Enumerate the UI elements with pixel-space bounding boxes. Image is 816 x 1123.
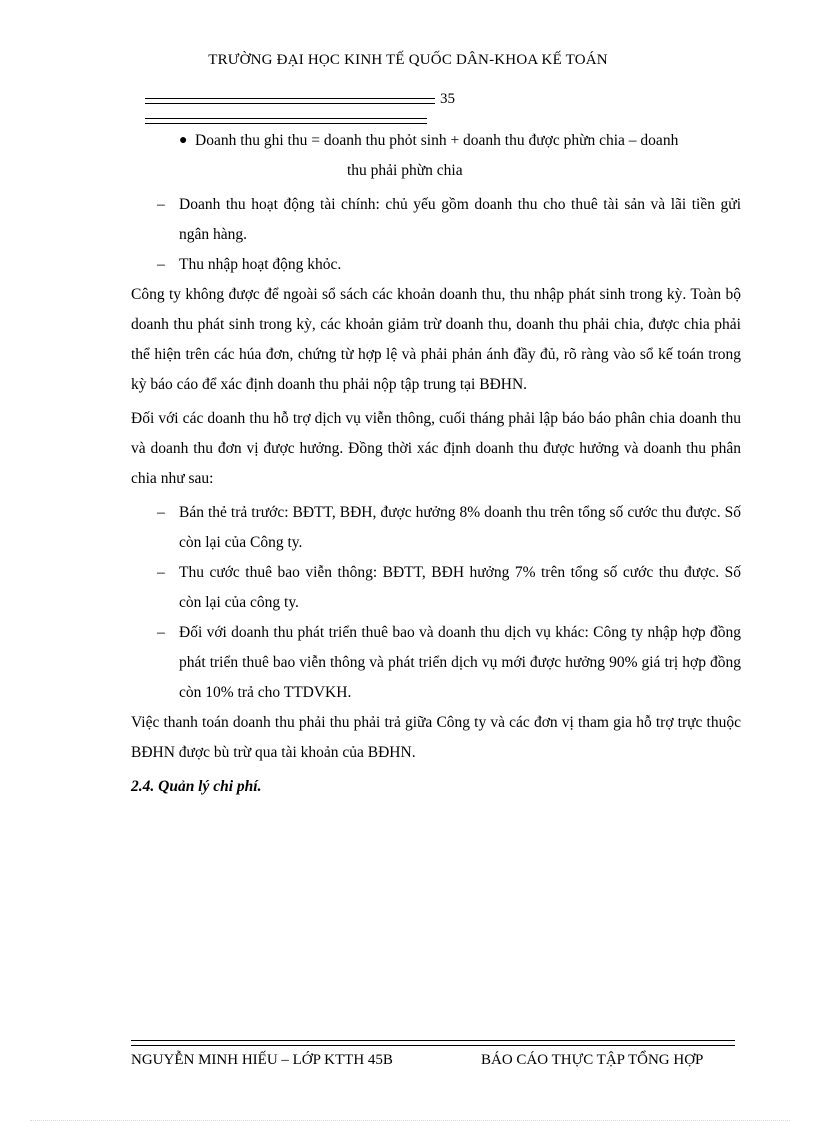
paragraph: Việc thanh toán doanh thu phải thu phải trả giữa Công ty và các đơn vị tham gia hỗ trợ trực thuộc BĐHN được bù trừ qua tài khoản của BĐHN. <box>131 714 741 761</box>
dash-icon: – <box>157 564 165 581</box>
list-item <box>131 618 741 708</box>
bullet-item <box>131 126 741 156</box>
page-edge-divider <box>30 1120 790 1121</box>
section-heading: 2.4. Quản lý chi phí. <box>131 778 262 795</box>
header-title: TRƯỜNG ĐẠI HỌC KINH TẾ QUỐC DÂN-KHOA KẾ TOÁN <box>208 52 608 68</box>
list-item-text: Bán thẻ trả trước: BĐTT, BĐH, được hưởng 8% doanh thu trên tổng số cước thu được. Số còn lại của Công ty. <box>179 504 741 551</box>
list-item <box>131 250 741 280</box>
list-item-text: Đối với doanh thu phát triển thuê bao và doanh thu dịch vụ khác: Công ty nhập hợp đồng phát triển thuê bao viễn thông và phát triển dịch vụ mới được hưởng 90% giá trị hợp đồng còn 10% trả cho TTDVKH. <box>179 624 741 701</box>
page-number: 35 <box>440 91 455 107</box>
document-body <box>131 126 741 802</box>
footer-report-title: BÁO CÁO THỰC TẬP TỔNG HỢP <box>481 1052 704 1068</box>
bullet-text-line2: thu phải phừn chia <box>347 162 463 179</box>
footer-rule <box>131 1040 735 1046</box>
list-item <box>131 558 741 618</box>
list-item-text: Thu nhập hoạt động khỏc. <box>179 256 342 273</box>
header-rule-bottom <box>145 118 427 124</box>
dash-icon: – <box>157 256 165 273</box>
paragraph: Công ty không được để ngoài sổ sách các khoản doanh thu, thu nhập phát sinh trong kỳ. Toàn bộ doanh thu phát sinh trong kỳ, các khoản giảm trừ doanh thu, doanh thu phải chia, được chia phải thể hiện trên các húa đơn, chứng từ hợp lệ và phải phản ánh đầy đủ, rõ ràng vào sổ kế toán trong kỳ báo cáo để xác định doanh thu phải nộp tập trung tại BĐHN. <box>131 286 741 393</box>
list-item <box>131 190 741 250</box>
dash-icon: – <box>157 624 165 641</box>
footer-author: NGUYỄN MINH HIẾU – LỚP KTTH 45B <box>131 1052 393 1068</box>
list-item-text: Doanh thu hoạt động tài chính: chủ yếu gồm doanh thu cho thuê tài sản và lãi tiền gửi ngân hàng. <box>179 196 741 243</box>
header-rule-top <box>145 98 435 104</box>
bullet-text-line1: Doanh thu ghi thu = doanh thu phỏt sinh + doanh thu được phừn chia – doanh <box>195 132 679 149</box>
dash-icon: – <box>157 504 165 521</box>
paragraph: Đối với các doanh thu hỗ trợ dịch vụ viễn thông, cuối tháng phải lập báo báo phân chia doanh thu và doanh thu đơn vị được hưởng. Đồng thời xác định doanh thu được hưởng và doanh thu phân chia như sau: <box>131 410 741 487</box>
dash-icon: – <box>157 196 165 213</box>
list-item-text: Thu cước thuê bao viễn thông: BĐTT, BĐH hưởng 7% trên tổng số cước thu được. Số còn lại của công ty. <box>179 564 741 611</box>
bullet-icon: ● <box>179 133 188 148</box>
list-item <box>131 498 741 558</box>
